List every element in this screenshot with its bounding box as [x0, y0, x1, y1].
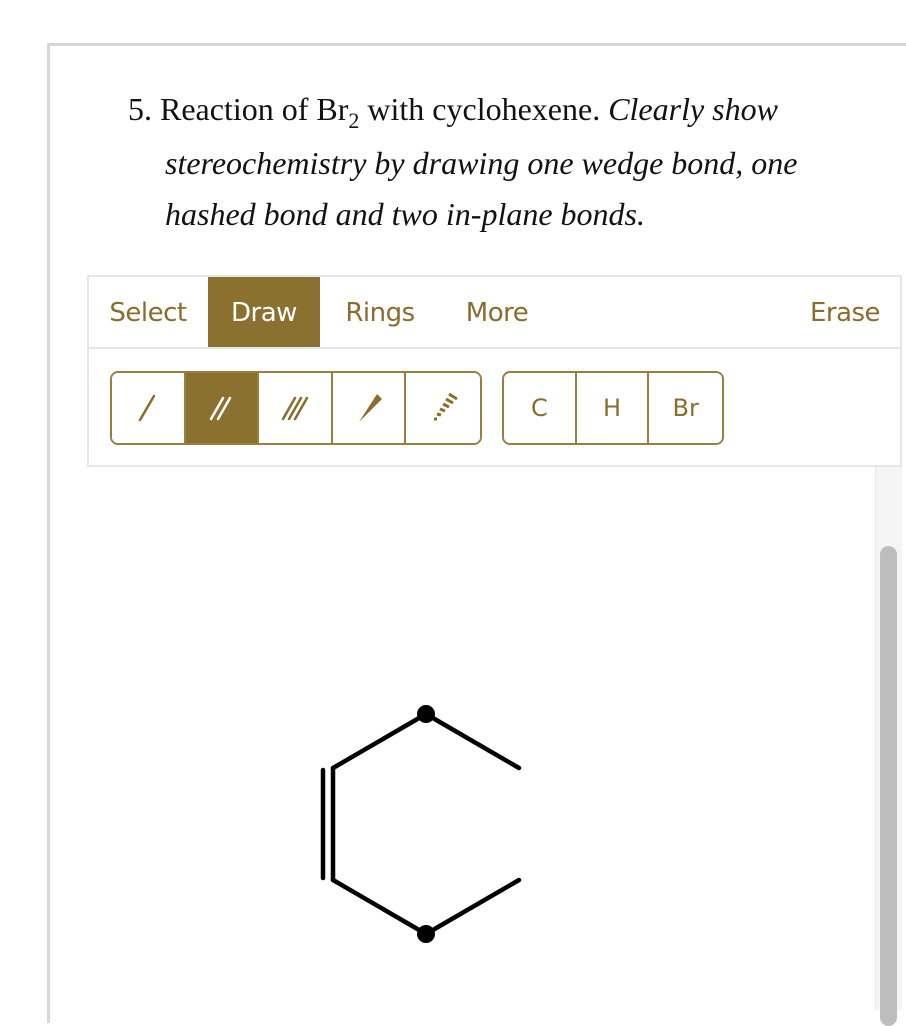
double-bond-button[interactable]: [186, 373, 260, 443]
atom-carbon-button[interactable]: C: [504, 373, 577, 443]
question-instruction: Clearly show: [608, 91, 778, 127]
editor-toolbar: [87, 275, 902, 349]
bond-top-left: [333, 714, 426, 768]
hashed-bond-button[interactable]: [406, 373, 480, 443]
question-number: 5.: [128, 91, 152, 127]
question-instruction-line-3: hashed bond and two in-plane bonds.: [165, 196, 645, 232]
subscript-2: 2: [348, 108, 360, 133]
tab-select[interactable]: Select: [109, 298, 187, 328]
triple-bond-button[interactable]: [259, 373, 333, 443]
single-bond-icon: [128, 388, 168, 428]
wedge-bond-button[interactable]: [333, 373, 407, 443]
question-text: [128, 84, 888, 240]
molecule-drawing: [87, 467, 875, 1010]
tab-draw[interactable]: Draw: [208, 277, 320, 347]
single-bond-button[interactable]: [112, 373, 186, 443]
bond-tool-group: [110, 371, 482, 445]
bond-bottom-right: [426, 880, 519, 934]
atom-hydrogen-button[interactable]: H: [577, 373, 650, 443]
atom-node[interactable]: [417, 705, 435, 723]
question-text-part: Reaction of Br: [160, 91, 349, 127]
triple-bond-icon: [275, 388, 315, 428]
hashed-bond-icon: [423, 388, 463, 428]
atom-node[interactable]: [417, 925, 435, 943]
double-bond-icon: [201, 388, 241, 428]
bond-bottom-left: [333, 880, 426, 934]
tab-more[interactable]: More: [465, 298, 529, 328]
erase-button[interactable]: Erase: [809, 298, 881, 328]
wedge-bond-icon: [349, 388, 389, 428]
tab-rings[interactable]: Rings: [345, 298, 415, 328]
drawing-canvas[interactable]: [87, 467, 875, 1010]
bond-top-right: [426, 714, 519, 768]
question-text-part: with cyclohexene.: [367, 91, 601, 127]
question-instruction-line-2: stereochemistry by drawing one wedge bond, one: [165, 145, 798, 181]
scrollbar-thumb[interactable]: [880, 546, 897, 1026]
atom-tool-group: [502, 371, 724, 445]
draw-tool-panel: [87, 349, 902, 467]
atom-bromine-button[interactable]: Br: [649, 373, 722, 443]
question-line-1: [128, 84, 888, 138]
